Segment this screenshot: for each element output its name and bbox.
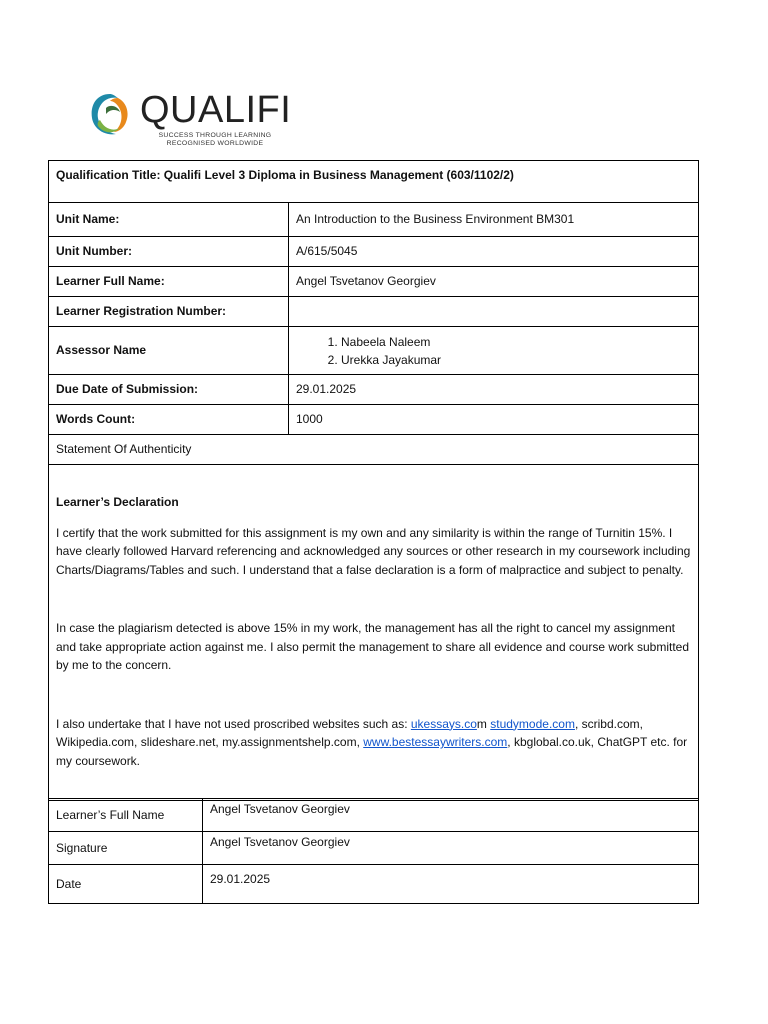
assessor-list-cell — [289, 327, 699, 375]
signature-label: Signature — [49, 832, 203, 865]
assessor-list — [296, 333, 691, 369]
declaration-paragraph-3: I also undertake that I have not used proscribed websites such as: ukessays.com studymode.com, scribd.com, Wikipedia.com, slideshare.net, my.assignmentshelp.com, www.bestessaywriters.com, kbglobal.co.uk, ChatGPT etc. for my coursework. — [56, 716, 688, 768]
assessor-name-label: Assessor Name — [49, 327, 289, 375]
signature-value: Angel Tsvetanov Georgiev — [203, 832, 699, 865]
logo-tagline: SUCCESS THROUGH LEARNING RECOGNISED WORLDWIDE — [158, 132, 272, 147]
declaration-paragraph-2: In case the plagiarism detected is above 15% in my work, the management has all the right to cancel my assignment and take appropriate action against me. I also permit the management to share all evidence and course work submitted by me to the concern. — [56, 621, 690, 672]
qualifi-logo — [88, 88, 308, 152]
date-label: Date — [49, 865, 203, 904]
ukessays-link[interactable]: ukessays.co — [410, 716, 477, 731]
unit-number-value: A/615/5045 — [289, 237, 699, 267]
studymode-link[interactable]: studymode.com — [490, 716, 575, 731]
assessor-item: 1. Nabeela Naleem — [341, 333, 691, 351]
unit-number-label: Unit Number: — [49, 237, 289, 267]
assignment-info-table — [48, 160, 699, 801]
due-date-label: Due Date of Submission: — [49, 375, 289, 405]
registration-number-value — [289, 297, 699, 327]
full-name-value: Angel Tsvetanov Georgiev — [203, 799, 699, 832]
unit-name-label: Unit Name: — [49, 203, 289, 237]
words-count-value: 1000 — [289, 405, 699, 435]
learner-name-label: Learner Full Name: — [49, 267, 289, 297]
due-date-value: 29.01.2025 — [289, 375, 699, 405]
qualifi-swirl-icon — [88, 90, 132, 138]
declaration-heading: Learner’s Declaration — [56, 495, 179, 509]
words-count-label: Words Count: — [49, 405, 289, 435]
qualification-title: Qualification Title: Qualifi Level 3 Diploma in Business Management (603/1102/2) — [49, 161, 699, 203]
logo-wordmark: QUALIFI — [140, 89, 292, 131]
learner-name-value: Angel Tsvetanov Georgiev — [289, 267, 699, 297]
statement-title: Statement Of Authenticity — [49, 435, 699, 465]
bestessaywriters-link[interactable]: www.bestessaywriters.com — [363, 735, 508, 749]
assessor-item: 2. Urekka Jayakumar — [341, 351, 691, 369]
declaration-paragraph-1: I certify that the work submitted for this assignment is my own and any similarity is within the range of Turnitin 15%. I have clearly followed Harvard referencing and acknowledged any sources or other research in my coursework including Charts/Diagrams/Tables and such. I understand that a false declaration is a form of malpractice and subject to penalty. — [56, 525, 691, 577]
registration-number-label: Learner Registration Number: — [49, 297, 289, 327]
signoff-table — [48, 798, 699, 904]
full-name-label: Learner’s Full Name — [49, 799, 203, 832]
date-value: 29.01.2025 — [203, 865, 699, 904]
unit-name-value: An Introduction to the Business Environment BM301 — [289, 203, 699, 237]
learner-declaration — [49, 465, 699, 801]
